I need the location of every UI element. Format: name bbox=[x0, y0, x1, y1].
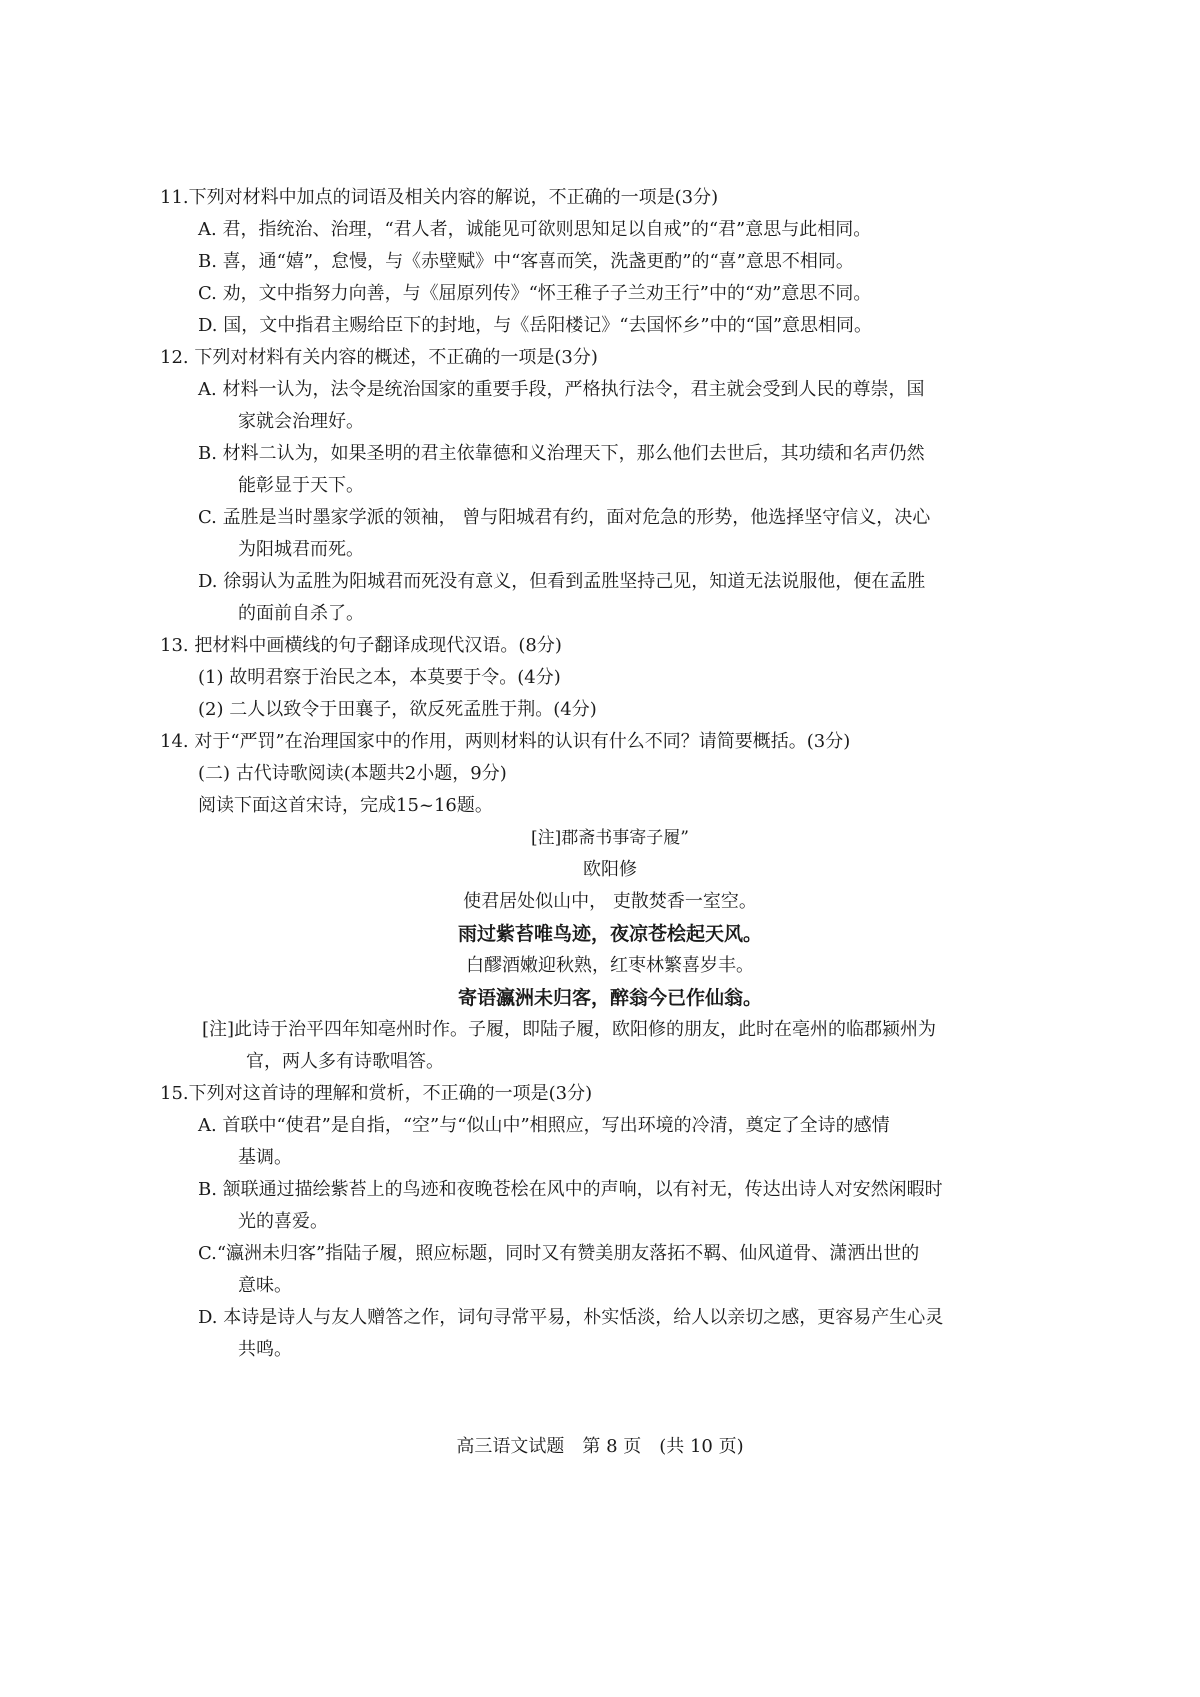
q11-option-d: D. 国，文中指君主赐给臣下的封地，与《岳阳楼记》“去国怀乡”中的“国”意思相同。 bbox=[198, 315, 873, 336]
q15-option-d-cont: 共鸣。 bbox=[238, 1339, 292, 1360]
q15-stem: 15.下列对这首诗的理解和赏析，不正确的一项是(3分) bbox=[160, 1083, 593, 1104]
q13-item-1: (1) 故明君察于治民之本，本莫要于令。(4分) bbox=[198, 667, 561, 688]
q15-option-d: D. 本诗是诗人与友人赠答之作，词句寻常平易，朴实恬淡，给人以亲切之感，更容易产生心灵 bbox=[198, 1307, 944, 1328]
q15-option-c: C.“瀛洲未归客”指陆子履，照应标题，同时又有赞美朋友落拓不羁、仙风道骨、潇洒出世的 bbox=[198, 1243, 920, 1264]
poem-line-1: 使君居处似山中， 吏散焚香一室空。 bbox=[463, 891, 757, 912]
q11-stem: 11.下列对材料中加点的词语及相关内容的解说，不正确的一项是(3分) bbox=[160, 187, 719, 208]
q15-option-b: B. 颔联通过描绘紫苔上的鸟迹和夜晚苍桧在风中的声响，以有衬无，传达出诗人对安然闲暇时 bbox=[198, 1179, 943, 1200]
q12-option-d: D. 徐弱认为孟胜为阳城君而死没有意义，但看到孟胜坚持己见，知道无法说服他，便在孟胜 bbox=[198, 571, 926, 592]
exam-content bbox=[160, 182, 1060, 1366]
q14-stem: 14. 对于“严罚”在治理国家中的作用，两则材料的认识有什么不同？请简要概括。(3分) bbox=[160, 731, 851, 752]
section2-heading: (二) 古代诗歌阅读(本题共2小题，9分) bbox=[198, 763, 507, 784]
q13-stem: 13. 把材料中画横线的句子翻译成现代汉语。(8分) bbox=[160, 635, 562, 656]
q12-option-b-cont: 能彰显于天下。 bbox=[238, 475, 364, 496]
q12-option-b: B. 材料二认为，如果圣明的君主依靠德和义治理天下，那么他们去世后，其功绩和名声仍然 bbox=[198, 443, 925, 464]
q12-option-d-cont: 的面前自杀了。 bbox=[238, 603, 364, 624]
poem-note-cont: 官，两人多有诗歌唱答。 bbox=[246, 1051, 444, 1072]
poem-line-2: 雨过紫苔唯鸟迹，夜凉苍桧起天风。 bbox=[457, 923, 762, 945]
q15-option-b-cont: 光的喜爱。 bbox=[238, 1211, 328, 1232]
poem-line-4: 寄语瀛洲未归客，醉翁今已作仙翁。 bbox=[457, 987, 762, 1009]
section2-instruction: 阅读下面这首宋诗，完成15~16题。 bbox=[198, 795, 493, 816]
poem-line-3: 白醪酒嫩迎秋熟，红枣林繁喜岁丰。 bbox=[466, 955, 754, 976]
q12-stem: 12. 下列对材料有关内容的概述，不正确的一项是(3分) bbox=[160, 347, 598, 368]
q12-option-c: C. 孟胜是当时墨家学派的领袖， 曾与阳城君有约，面对危急的形势，他选择坚守信义，决心 bbox=[198, 507, 931, 528]
q13-item-2: (2) 二人以致令于田襄子，欲反死孟胜于荆。(4分) bbox=[198, 699, 597, 720]
q11-option-b: B. 喜，通“嬉”，怠慢，与《赤壁赋》中“客喜而笑，洗盏更酌”的“喜”意思不相同。 bbox=[198, 251, 854, 272]
q12-option-a: A. 材料一认为，法令是统治国家的重要手段，严格执行法令，君主就会受到人民的尊崇，国 bbox=[198, 379, 925, 400]
poem-note: [注]此诗于治平四年知亳州时作。子履，即陆子履，欧阳修的朋友，此时在亳州的临郡颍州为 bbox=[202, 1019, 937, 1040]
q15-option-a-cont: 基调。 bbox=[238, 1147, 292, 1168]
poem-title: [注]郡斋书事寄子履” bbox=[531, 828, 689, 848]
q11-option-a: A. 君，指统治、治理，“君人者，诚能见可欲则思知足以自戒”的“君”意思与此相同。 bbox=[198, 219, 872, 240]
q15-option-a: A. 首联中“使君”是自指，“空”与“似山中”相照应，写出环境的冷清，奠定了全诗的感情 bbox=[198, 1115, 890, 1136]
page-footer: 高三语文试题 第 8 页 (共 10 页) bbox=[456, 1436, 744, 1457]
q15-option-c-cont: 意味。 bbox=[238, 1275, 292, 1296]
q11-option-c: C. 劝，文中指努力向善，与《屈原列传》“怀王稚子子兰劝王行”中的“劝”意思不同。 bbox=[198, 283, 872, 304]
poem-author: 欧阳修 bbox=[583, 859, 637, 880]
q12-option-a-cont: 家就会治理好。 bbox=[238, 411, 364, 432]
q12-option-c-cont: 为阳城君而死。 bbox=[238, 539, 364, 560]
